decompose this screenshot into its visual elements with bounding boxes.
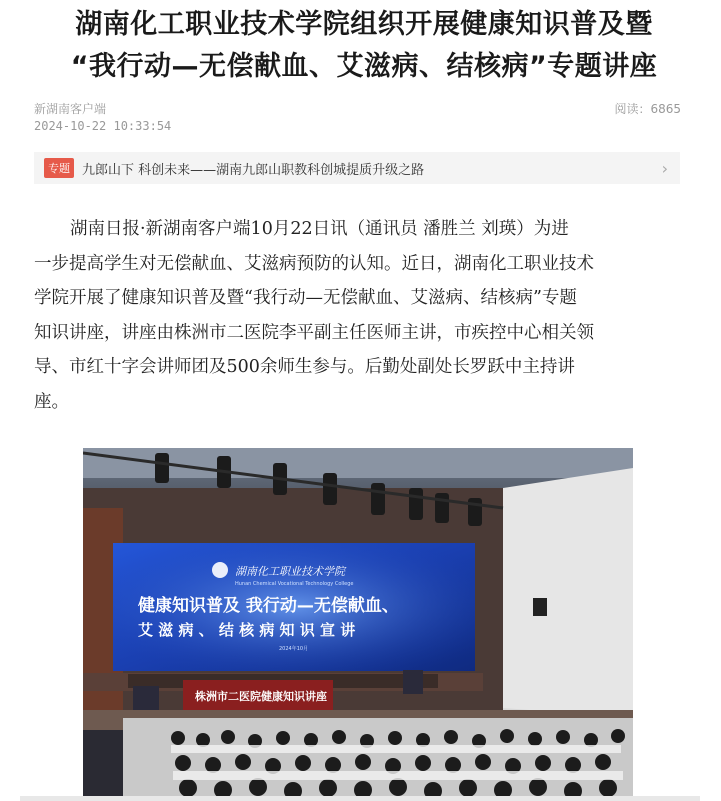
- screen-college-name: 湖南化工职业技术学院: [235, 565, 345, 578]
- chevron-right-icon[interactable]: ›: [661, 159, 668, 178]
- topic-badge: 专题: [44, 158, 74, 178]
- screen-title-line-2: 艾 滋 病 、 结 核 病 知 识 宣 讲: [138, 621, 356, 639]
- screen-title-line-1: 健康知识普及 我行动—无偿献血、: [138, 596, 399, 616]
- article-body: [34, 212, 682, 419]
- title-line-1: 湖南化工职业技术学院组织开展健康知识普及暨: [75, 9, 653, 40]
- stage-banner: 株洲市二医院健康知识讲座: [195, 690, 327, 703]
- article-line: 座。: [34, 391, 69, 412]
- topic-link-bar[interactable]: [34, 152, 680, 184]
- article-line: 湖南日报·新湖南客户端10月22日讯（通讯员 潘胜兰 刘瑛）为进: [70, 219, 569, 239]
- source-label[interactable]: 新湖南客户端: [34, 102, 107, 116]
- divider: [20, 796, 700, 801]
- publish-time: 2024-10-22 10:33:54: [34, 119, 172, 133]
- article-line: 学院开展了健康知识普及暨“我行动—无偿献血、艾滋病、结核病”专题: [34, 288, 577, 308]
- title-line-2: “我行动—无偿献血、艾滋病、结核病”专题讲座: [70, 51, 658, 82]
- article-line: 一步提高学生对无偿献血、艾滋病预防的认知。近日，湖南化工职业技术: [34, 253, 594, 274]
- article-line: 导、市红十字会讲师团及500余师生参与。后勤处副处长罗跃中主持讲: [34, 357, 575, 377]
- read-count: 阅读：6865: [614, 102, 681, 116]
- article-line: 知识讲座，讲座由株洲市二医院李平副主任医师主讲，市疾控中心相关领: [34, 322, 594, 343]
- screen-college-name-en: Hunan Chemical Vocational Technology College: [235, 581, 354, 587]
- lecture-photo[interactable]: [83, 448, 633, 801]
- article-title: [34, 4, 694, 88]
- screen-date: 2024年10月: [279, 646, 309, 652]
- topic-text[interactable]: 九郎山下 科创未来——湖南九郎山职教科创城提质升级之路: [82, 162, 425, 178]
